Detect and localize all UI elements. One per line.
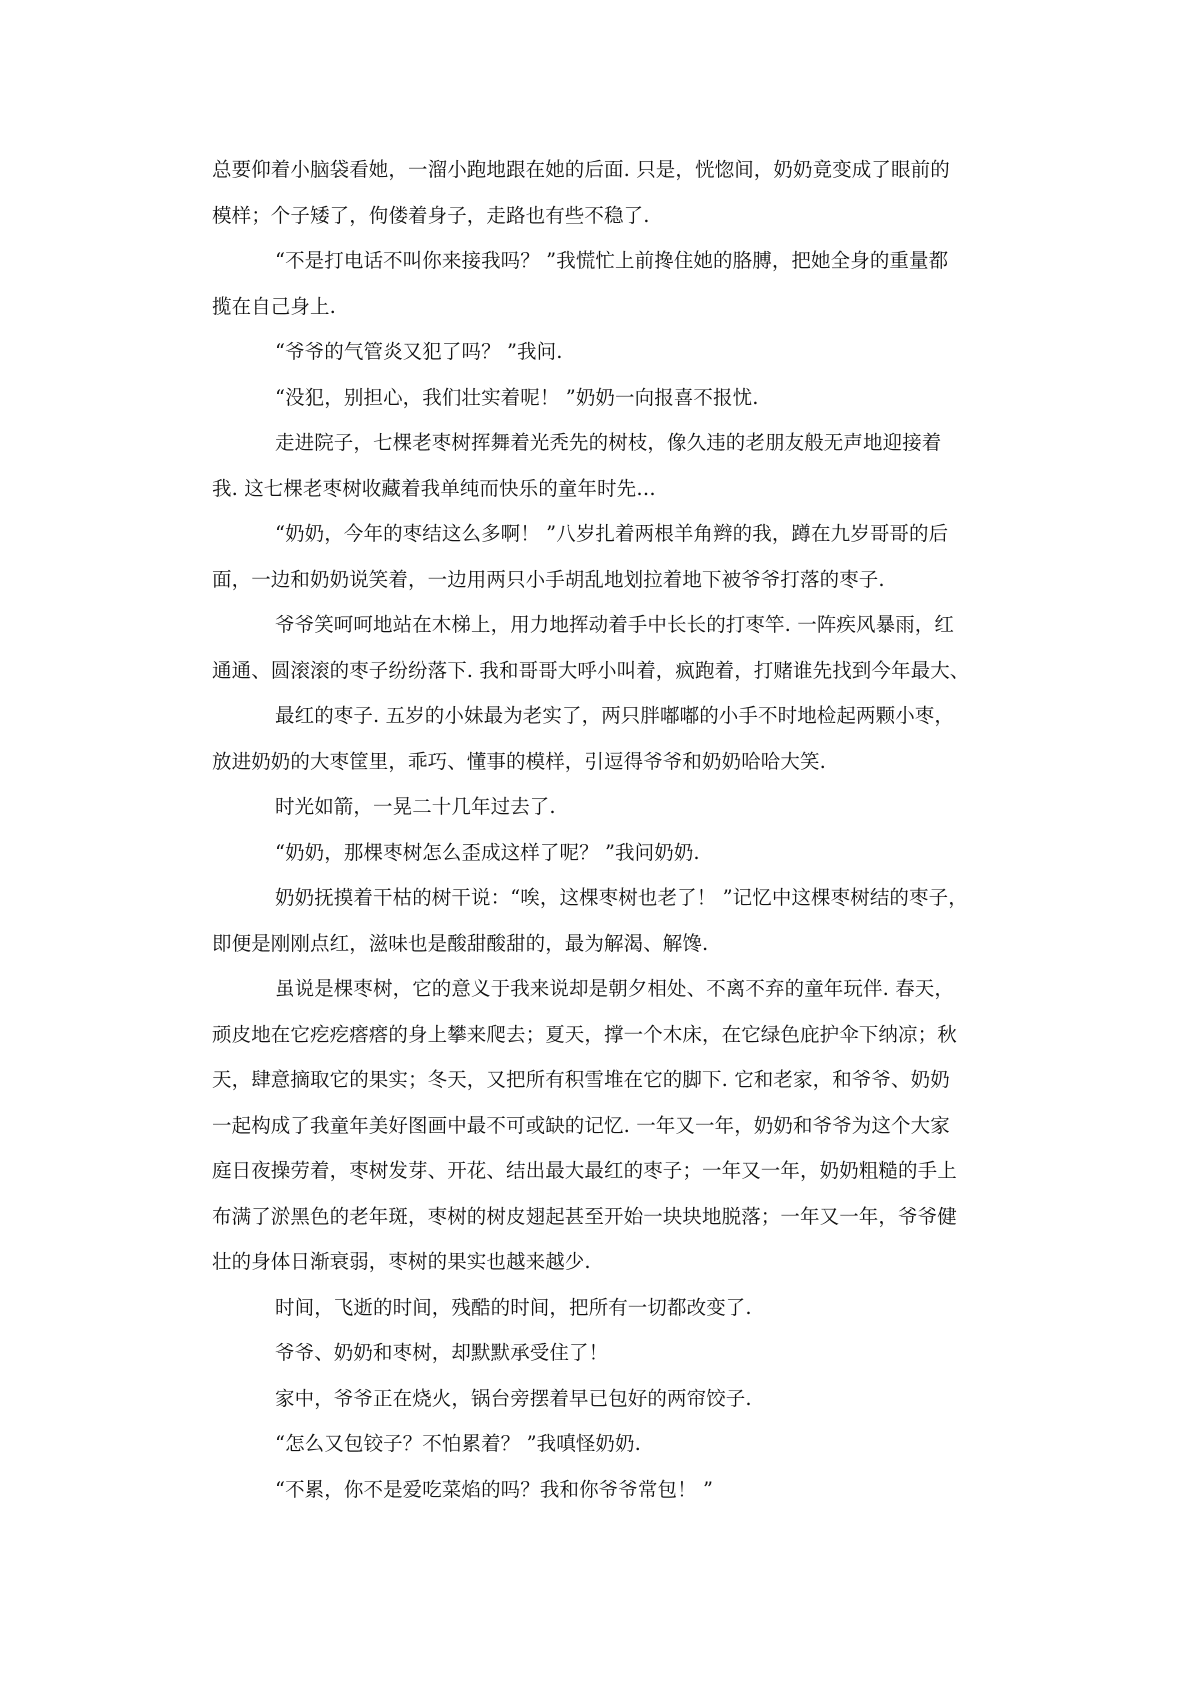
text-line: 走进院子，七棵老枣树挥舞着光秃先的树枝，像久违的老朋友般无声地迎接着 xyxy=(275,431,942,454)
text-line: 一起构成了我童年美好图画中最不可或缺的记忆. 一年又一年，奶奶和爷爷为这个大家 xyxy=(212,1113,950,1137)
text-line: 时间，飞逝的时间，残酷的时间，把所有一切都改变了. xyxy=(275,1295,752,1319)
document-body xyxy=(212,147,1032,1512)
text-line: 放进奶奶的大枣筐里，乖巧、懂事的模样，引逗得爷爷和奶奶哈哈大笑. xyxy=(212,749,826,773)
text-line: 面，一边和奶奶说笑着，一边用两只小手胡乱地划拉着地下被爷爷打落的枣子. xyxy=(212,567,885,591)
text-line: 最红的枣子. 五岁的小妹最为老实了，两只胖嘟嘟的小手不时地检起两颗小枣， xyxy=(275,704,954,727)
text-line: 壮的身体日渐衰弱，枣树的果实也越来越少. xyxy=(212,1250,591,1273)
text-line: 爷爷笑呵呵地站在木梯上，用力地挥动着手中长长的打枣竿. 一阵疾风暴雨，红 xyxy=(275,613,954,636)
text-line: 家中，爷爷正在烧火，锅台旁摆着早已包好的两帘饺子. xyxy=(275,1386,752,1410)
text-line: 时光如箭，一晃二十几年过去了. xyxy=(275,795,556,818)
text-line: 奶奶抚摸着干枯的树干说：“唉，这棵枣树也老了！ ”记忆中这棵枣树结的枣子， xyxy=(275,886,968,909)
text-line: 通通、圆滚滚的枣子纷纷落下. 我和哥哥大呼小叫着，疯跑着，打赌谁先找到今年最大、 xyxy=(212,658,970,682)
text-line: “奶奶，今年的枣结这么多啊！ ”八岁扎着两根羊角辫的我，蹲在九岁哥哥的后 xyxy=(275,522,949,545)
text-line: 我. 这七棵老枣树收藏着我单纯而快乐的童年时先… xyxy=(212,476,656,500)
text-line: 布满了淤黑色的老年斑，枣树的树皮翅起甚至开始一块块地脱落；一年又一年，爷爷健 xyxy=(212,1204,957,1228)
text-line: 总要仰着小脑袋看她，一溜小跑地跟在她的后面. 只是，恍惚间，奶奶竟变成了眼前的 xyxy=(212,158,950,181)
text-line: 顽皮地在它疙疙瘩瘩的身上攀来爬去；夏天，撑一个木床，在它绿色庇护伞下纳凉；秋 xyxy=(212,1022,957,1046)
text-line: “没犯，别担心，我们壮实着呢！ ”奶奶一向报喜不报忧. xyxy=(275,385,759,409)
text-line: 天，肆意摘取它的果实；冬天，又把所有积雪堆在它的脚下. 它和老家，和爷爷、奶奶 xyxy=(212,1068,950,1091)
text-line: “奶奶，那棵枣树怎么歪成这样了呢？ ”我问奶奶. xyxy=(275,840,700,864)
text-line: 庭日夜操劳着，枣树发芽、开花、结出最大最红的枣子；一年又一年，奶奶粗糙的手上 xyxy=(212,1159,957,1182)
text-line: 模样；个子矮了，佝偻着身子，走路也有些不稳了. xyxy=(212,203,650,227)
text-line: “不累，你不是爱吃菜焰的吗？我和你爷爷常包！ ” xyxy=(275,1477,714,1501)
text-line: 虽说是棵枣树，它的意义于我来说却是朝夕相处、不离不弃的童年玩伴. 春天， xyxy=(275,977,954,1000)
text-line: 即便是刚刚点红，滋味也是酸甜酸甜的，最为解渴、解馋. xyxy=(212,931,709,955)
text-line: 揽在自己身上. xyxy=(212,294,336,318)
text-line: “爷爷的气管炎又犯了吗？ ”我问. xyxy=(275,340,563,363)
text-line: “不是打电话不叫你来接我吗？ ”我慌忙上前搀住她的胳膊，把她全身的重量都 xyxy=(275,249,949,272)
text-line: “怎么又包铰子？不怕累着？ ”我嗔怪奶奶. xyxy=(275,1432,641,1455)
text-line: 爷爷、奶奶和枣树，却默默承受住了！ xyxy=(275,1341,609,1364)
